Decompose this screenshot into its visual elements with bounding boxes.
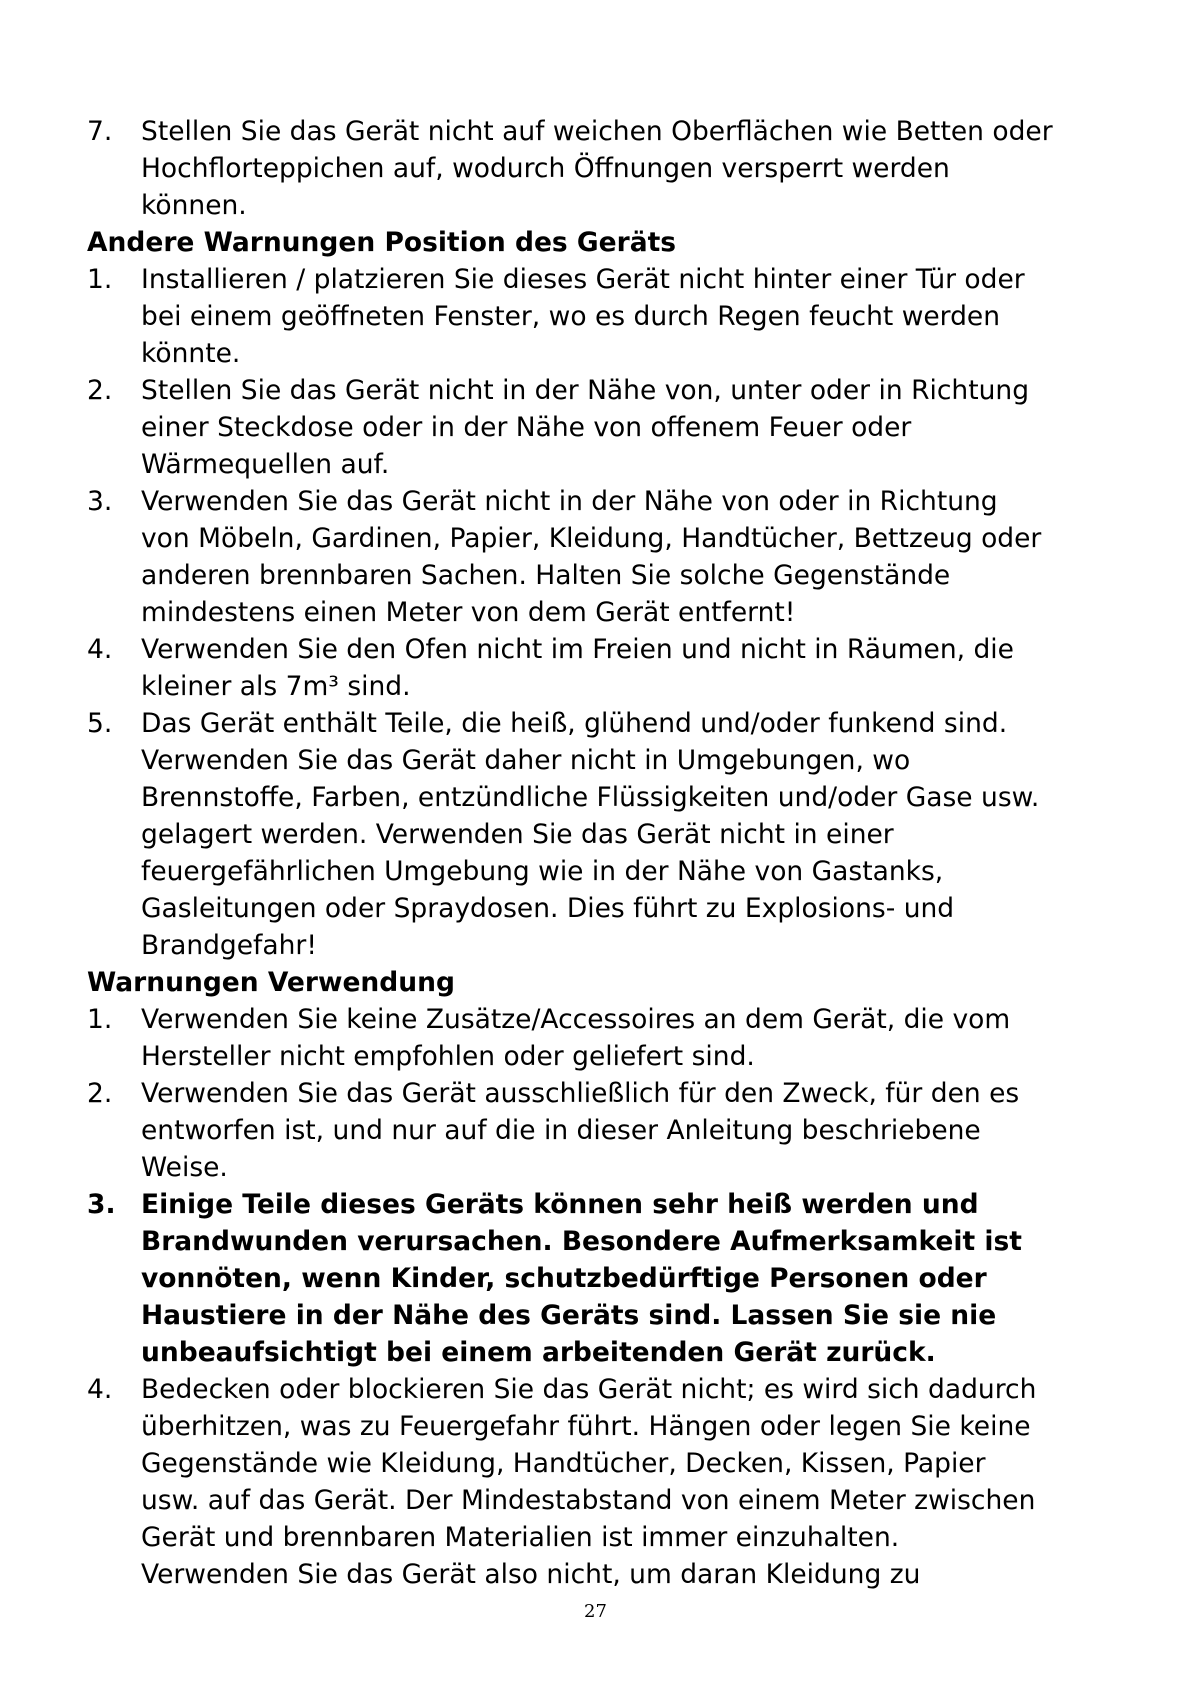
text-line: entworfen ist, und nur auf die in dieser Anleitung beschriebene bbox=[141, 1115, 981, 1146]
list-number: 3. bbox=[87, 486, 113, 517]
list-item bbox=[87, 1075, 1127, 1186]
text-line: Stellen Sie das Gerät nicht auf weichen Oberflächen wie Betten oder bbox=[141, 116, 1053, 147]
text-line: Verwenden Sie das Gerät also nicht, um daran Kleidung zu bbox=[141, 1559, 921, 1590]
text-line: Brandwunden verursachen. Besondere Aufmerksamkeit ist bbox=[141, 1226, 1022, 1257]
document-page bbox=[87, 113, 1127, 1593]
list-item bbox=[87, 261, 1127, 372]
page-number: 27 bbox=[584, 1601, 607, 1622]
list-text bbox=[141, 372, 1127, 483]
list-text bbox=[141, 1001, 1127, 1075]
text-line: anderen brennbaren Sachen. Halten Sie solche Gegenstände bbox=[141, 560, 951, 591]
text-line: Gasleitungen oder Spraydosen. Dies führt zu Explosions- und bbox=[141, 893, 955, 924]
text-line: Wärmequellen auf. bbox=[141, 449, 390, 480]
list-text bbox=[141, 631, 1127, 705]
list-number: 1. bbox=[87, 264, 113, 295]
text-line: Verwenden Sie das Gerät daher nicht in Umgebungen, wo bbox=[141, 745, 911, 776]
text-line: Einige Teile dieses Geräts können sehr heiß werden und bbox=[141, 1189, 979, 1220]
section-heading-usage: Warnungen Verwendung bbox=[87, 967, 455, 998]
text-line: Hersteller nicht empfohlen oder geliefert sind. bbox=[141, 1041, 755, 1072]
list-item bbox=[87, 483, 1127, 631]
list-number: 5. bbox=[87, 708, 113, 739]
text-line: Verwenden Sie das Gerät nicht in der Nähe von oder in Richtung bbox=[141, 486, 998, 517]
text-line: usw. auf das Gerät. Der Mindestabstand von einem Meter zwischen bbox=[141, 1485, 1036, 1516]
list-text bbox=[141, 1186, 1127, 1371]
list-number: 1. bbox=[87, 1004, 113, 1035]
section-heading-position: Andere Warnungen Position des Geräts bbox=[87, 227, 677, 258]
text-line: überhitzen, was zu Feuergefahr führt. Hängen oder legen Sie keine bbox=[141, 1411, 1031, 1442]
text-line: feuergefährlichen Umgebung wie in der Nähe von Gastanks, bbox=[141, 856, 944, 887]
text-line: Gegenstände wie Kleidung, Handtücher, Decken, Kissen, Papier bbox=[141, 1448, 986, 1479]
list-item-7 bbox=[87, 113, 1127, 224]
text-line: vonnöten, wenn Kinder, schutzbedürftige Personen oder bbox=[141, 1263, 987, 1294]
text-line: mindestens einen Meter von dem Gerät entfernt! bbox=[141, 597, 796, 628]
text-line: unbeaufsichtigt bei einem arbeitenden Gerät zurück. bbox=[141, 1337, 936, 1368]
list-item bbox=[87, 705, 1127, 964]
text-line: von Möbeln, Gardinen, Papier, Kleidung, Handtücher, Bettzeug oder bbox=[141, 523, 1042, 554]
text-line: Verwenden Sie den Ofen nicht im Freien und nicht in Räumen, die bbox=[141, 634, 1014, 665]
text-line: Brandgefahr! bbox=[141, 930, 317, 961]
list-text bbox=[141, 705, 1127, 964]
text-line: kleiner als 7m³ sind. bbox=[141, 671, 411, 702]
text-line: Haustiere in der Nähe des Geräts sind. Lassen Sie sie nie bbox=[141, 1300, 997, 1331]
text-line: Hochflorteppichen auf, wodurch Öffnungen versperrt werden bbox=[141, 153, 950, 184]
list-item-warning-hot-parts bbox=[87, 1186, 1127, 1371]
list-text bbox=[141, 261, 1127, 372]
list-number: 4. bbox=[87, 1374, 113, 1405]
list-text bbox=[141, 113, 1127, 224]
text-line: könnte. bbox=[141, 338, 241, 369]
text-line: Das Gerät enthält Teile, die heiß, glühend und/oder funkend sind. bbox=[141, 708, 1008, 739]
list-text bbox=[141, 483, 1127, 631]
list-number: 2. bbox=[87, 1078, 113, 1109]
list-text bbox=[141, 1075, 1127, 1186]
list-item bbox=[87, 1001, 1127, 1075]
list-item bbox=[87, 372, 1127, 483]
text-line: bei einem geöffneten Fenster, wo es durch Regen feucht werden bbox=[141, 301, 1001, 332]
text-line: Installieren / platzieren Sie dieses Gerät nicht hinter einer Tür oder bbox=[141, 264, 1025, 295]
list-number: 7. bbox=[87, 116, 113, 147]
text-line: Stellen Sie das Gerät nicht in der Nähe von, unter oder in Richtung bbox=[141, 375, 1030, 406]
text-line: Gerät und brennbaren Materialien ist immer einzuhalten. bbox=[141, 1522, 900, 1553]
list-number: 3. bbox=[87, 1189, 116, 1220]
list-item bbox=[87, 631, 1127, 705]
text-line: Weise. bbox=[141, 1152, 228, 1183]
text-line: einer Steckdose oder in der Nähe von offenem Feuer oder bbox=[141, 412, 912, 443]
text-line: Verwenden Sie keine Zusätze/Accessoires an dem Gerät, die vom bbox=[141, 1004, 1011, 1035]
list-text bbox=[141, 1371, 1127, 1593]
list-number: 4. bbox=[87, 634, 113, 665]
text-line: Bedecken oder blockieren Sie das Gerät nicht; es wird sich dadurch bbox=[141, 1374, 1037, 1405]
list-item bbox=[87, 1371, 1127, 1593]
text-line: Brennstoffe, Farben, entzündliche Flüssigkeiten und/oder Gase usw. bbox=[141, 782, 1040, 813]
list-number: 2. bbox=[87, 375, 113, 406]
text-line: gelagert werden. Verwenden Sie das Gerät nicht in einer bbox=[141, 819, 894, 850]
text-line: können. bbox=[141, 190, 247, 221]
text-line: Verwenden Sie das Gerät ausschließlich für den Zweck, für den es bbox=[141, 1078, 1020, 1109]
